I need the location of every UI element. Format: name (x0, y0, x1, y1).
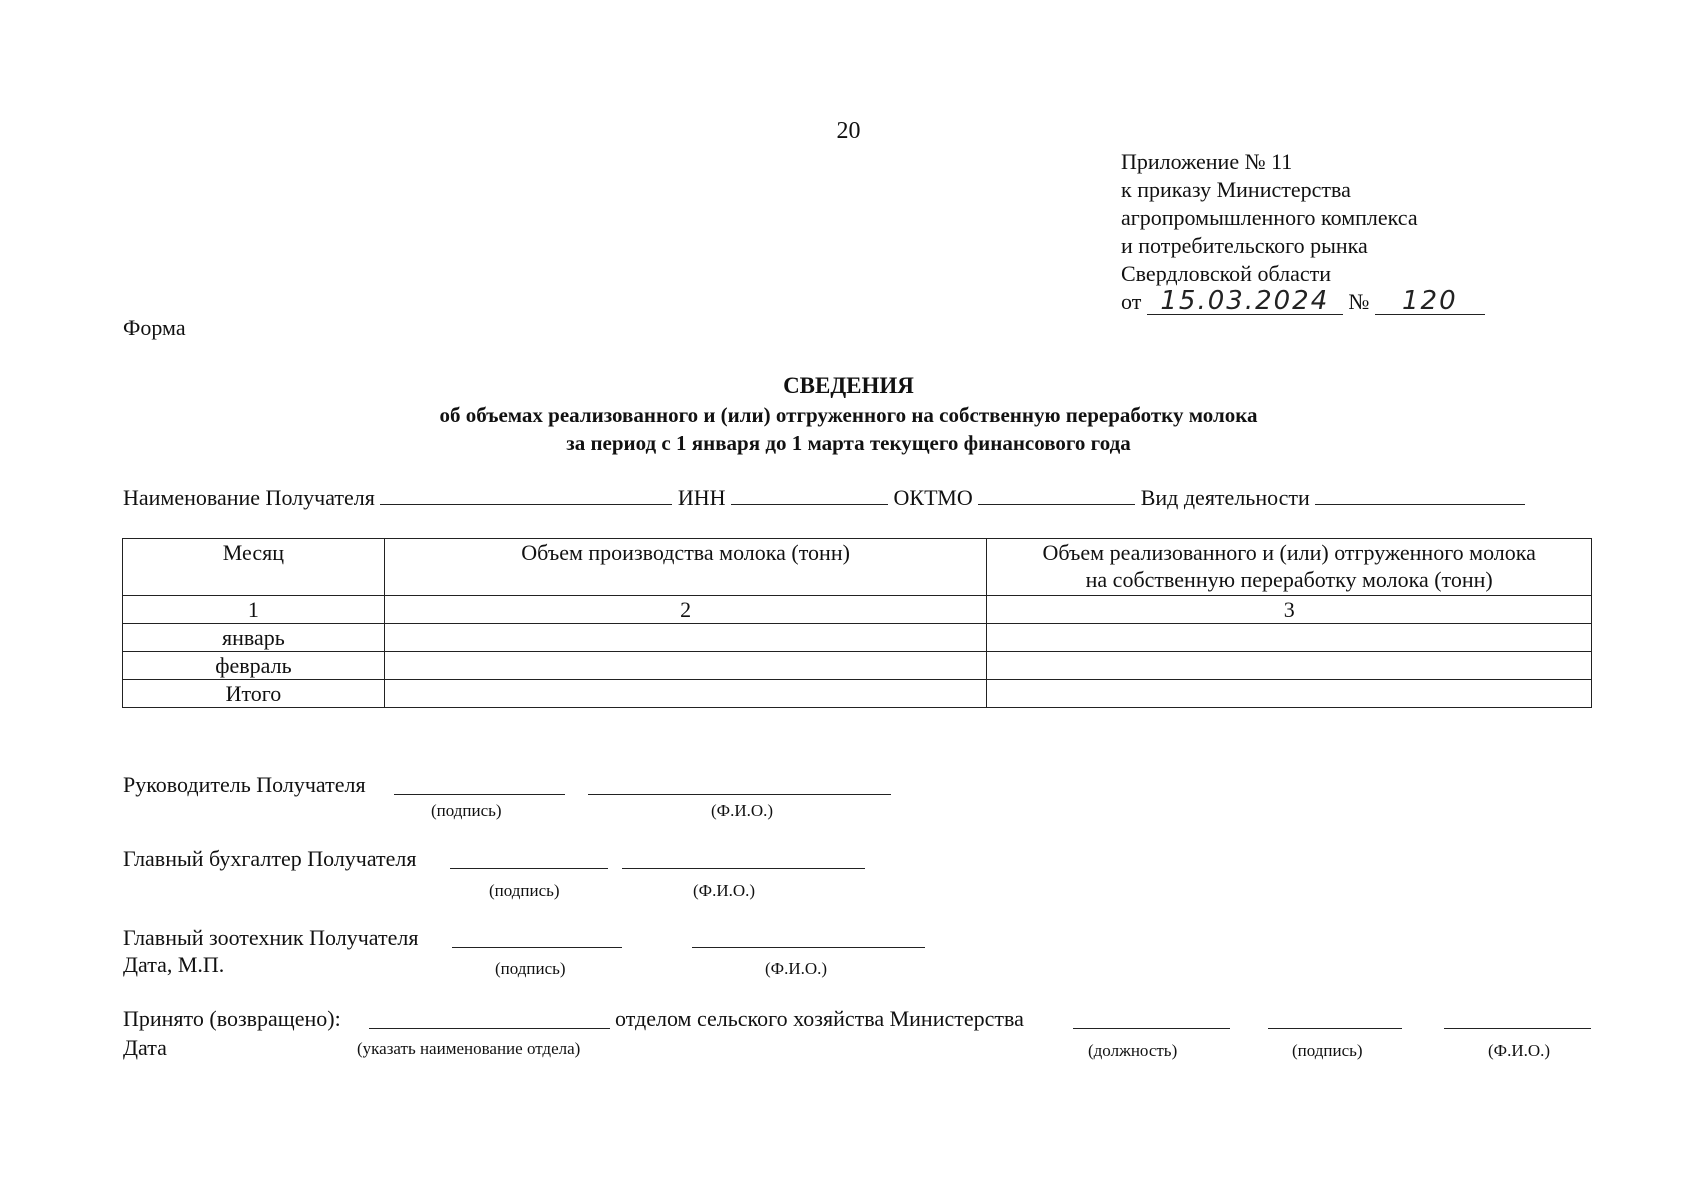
form-label: Форма (123, 315, 186, 340)
signature-caption: (подпись) (1292, 1041, 1363, 1060)
date-mp-label: Дата, М.П. (123, 952, 225, 977)
head-name-field[interactable] (588, 776, 891, 795)
accepted-name-field[interactable] (1444, 1010, 1591, 1029)
position-field[interactable] (1073, 1010, 1230, 1029)
oktmo-field[interactable] (978, 486, 1135, 505)
shipped-cell[interactable] (987, 680, 1592, 708)
appendix-line: к приказу Министерства (1121, 177, 1351, 202)
activity-label: Вид деятельности (1140, 485, 1310, 510)
head-signature-label: Руководитель Получателя (123, 772, 366, 797)
signature-caption: (подпись) (495, 959, 566, 978)
page-number: 20 (836, 118, 861, 144)
header-shipped (987, 539, 1592, 596)
handwritten-number: 120 (1375, 288, 1485, 315)
accountant-signature-field[interactable] (450, 850, 608, 869)
column-number: 3 (987, 596, 1592, 624)
production-cell[interactable] (384, 680, 987, 708)
appendix-line: Приложение № 11 (1121, 149, 1293, 174)
column-number: 1 (123, 596, 385, 624)
handwritten-date: 15.03.2024 (1147, 288, 1343, 315)
department-text: отделом сельского хозяйства Министерства (615, 1006, 1024, 1031)
month-cell: февраль (123, 652, 385, 680)
signature-caption: (подпись) (431, 801, 502, 820)
zootech-name-field[interactable] (692, 929, 925, 948)
department-field[interactable] (369, 1010, 610, 1029)
accepted-label: Принято (возвращено): (123, 1006, 341, 1031)
milk-volume-table (122, 538, 1592, 708)
month-cell: январь (123, 624, 385, 652)
position-caption: (должность) (1088, 1041, 1178, 1060)
month-cell: Итого (123, 680, 385, 708)
name-caption: (Ф.И.О.) (711, 801, 774, 820)
appendix-line: Свердловской области (1121, 261, 1331, 286)
header-month: Месяц (123, 539, 385, 596)
column-numbers-row (123, 596, 1592, 624)
zootech-signature-field[interactable] (452, 929, 622, 948)
accepted-date-label: Дата (123, 1035, 167, 1060)
column-number: 2 (384, 596, 987, 624)
name-caption: (Ф.И.О.) (1488, 1041, 1551, 1060)
header-shipped-line2: на собственную переработку молока (тонн) (1085, 567, 1493, 592)
accepted-signature-field[interactable] (1268, 1010, 1402, 1029)
table-header-row (123, 539, 1592, 596)
shipped-cell[interactable] (987, 624, 1592, 652)
shipped-cell[interactable] (987, 652, 1592, 680)
header-production: Объем производства молока (тонн) (384, 539, 987, 596)
production-cell[interactable] (384, 652, 987, 680)
table-row (123, 652, 1592, 680)
recipient-name-field[interactable] (380, 486, 672, 505)
signature-caption: (подпись) (489, 881, 560, 900)
department-caption: (указать наименование отдела) (357, 1039, 581, 1058)
number-prefix: № (1348, 289, 1370, 314)
oktmo-label: ОКТМО (893, 485, 973, 510)
recipient-name-label: Наименование Получателя (123, 485, 375, 510)
appendix-date-line (1121, 288, 1485, 316)
recipient-info-line (123, 485, 1525, 511)
header-shipped-line1: Объем реализованного и (или) отгруженного молока (1042, 540, 1536, 565)
head-signature-field[interactable] (394, 776, 565, 795)
document-subtitle-line1: об объемах реализованного и (или) отгруженного на собственную переработку молока (439, 403, 1258, 427)
appendix-block (1121, 148, 1485, 316)
inn-field[interactable] (731, 486, 888, 505)
accountant-name-field[interactable] (622, 850, 865, 869)
appendix-line: агропромышленного комплекса (1121, 205, 1418, 230)
production-cell[interactable] (384, 624, 987, 652)
document-subtitle-line2: за период с 1 января до 1 марта текущего финансового года (566, 431, 1131, 455)
name-caption: (Ф.И.О.) (765, 959, 828, 978)
inn-label: ИНН (677, 485, 726, 510)
activity-field[interactable] (1315, 486, 1525, 505)
accountant-signature-label: Главный бухгалтер Получателя (123, 846, 417, 871)
table-row (123, 624, 1592, 652)
name-caption: (Ф.И.О.) (693, 881, 756, 900)
document-title: СВЕДЕНИЯ (783, 373, 914, 398)
date-prefix: от (1121, 289, 1142, 314)
table-row-total (123, 680, 1592, 708)
zootech-signature-label: Главный зоотехник Получателя (123, 925, 419, 950)
appendix-line: и потребительского рынка (1121, 233, 1368, 258)
